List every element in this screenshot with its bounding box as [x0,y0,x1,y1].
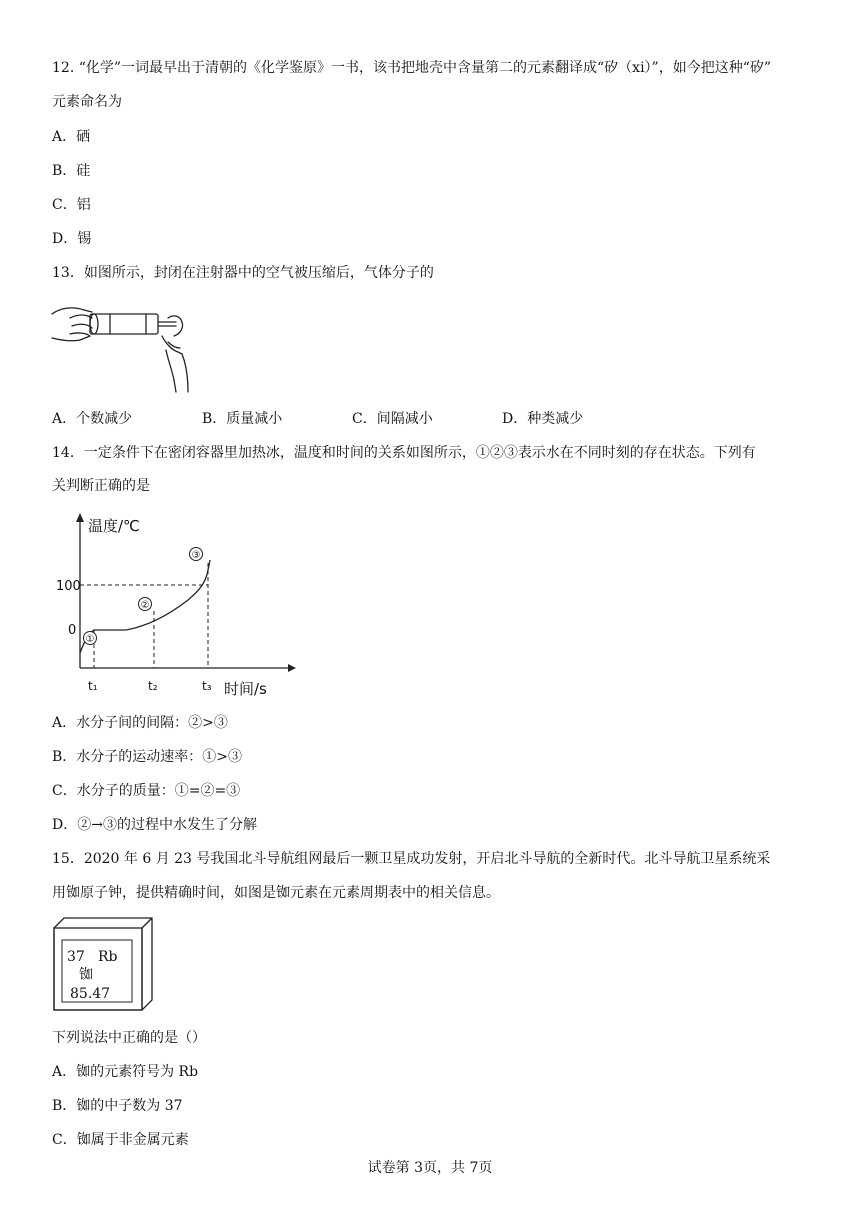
q13-option-a: A．个数减少 [52,411,133,427]
q15-stem-line2: 用铷原子钟，提供精确时间，如图是铷元素在元素周期表中的相关信息。 [52,885,500,901]
q12-option-b: B．硅 [52,163,91,179]
rubidium-element-card [52,916,156,1012]
page-footer: 试卷第 3页，共 7页 [367,1160,493,1176]
q13-option-d: D．种类减少 [502,411,584,427]
q12-option-c: C．铝 [52,197,91,213]
marker-2-label: ② [140,600,150,611]
q14-option-a: A．水分子间的间隔：②>③ [52,715,228,731]
atomic-mass: 85.47 [70,986,111,1002]
q15-option-a: A．铷的元素符号为 Rb [52,1064,199,1080]
x-tick-t2: t₂ [148,679,158,693]
x-tick-t1: t₁ [88,679,98,693]
q14-stem-line2: 关判断正确的是 [52,478,150,494]
q13-options [52,409,752,429]
marker-3-label: ③ [191,550,201,561]
x-tick-t3: t₃ [202,679,212,693]
q15-option-c: C．铷属于非金属元素 [52,1132,189,1148]
q12-stem-line2: 元素命名为 [52,94,122,110]
q14-option-d: D．②→③的过程中水发生了分解 [52,817,257,833]
element-name: 铷 [79,967,93,983]
q13-stem: 13．如图所示，封闭在注射器中的空气被压缩后，气体分子的 [52,265,434,281]
q12-stem-line1: 12. “化学”一词最早出于清朝的《化学鉴原》一书，该书把地壳中含量第二的元素翻译成“矽（xi）”，如今把这种“矽” [52,60,772,76]
y-tick-0: 0 [68,623,77,638]
q15-prompt: 下列说法中正确的是（） [52,1030,206,1046]
y-axis-arrow [76,513,84,522]
x-axis-arrow [288,664,296,672]
atomic-number: 37 [67,949,85,965]
y-axis-label: 温度/℃ [88,517,140,535]
q14-stem-line1: 14．一定条件下在密闭容器里加热冰，温度和时间的关系如图所示，①②③表示水在不同时刻的存在状态。下列有 [52,445,756,461]
q15-stem-line1: 15．2020 年 6 月 23 号我国北斗导航组网最后一颗卫星成功发射，开启北斗导航的全新时代。北斗导航卫星系统采 [52,851,771,867]
q15-option-b: B．铷的中子数为 37 [52,1098,183,1114]
x-axis-label: 时间/s [224,680,267,698]
q13-option-b: B．质量减小 [202,411,283,427]
q12-option-d: D．锡 [52,231,92,247]
marker-1-label: ① [85,634,95,645]
syringe-hand-icon [50,296,200,396]
y-tick-100: 100 [56,579,81,594]
element-symbol: Rb [98,949,118,965]
q14-option-b: B．水分子的运动速率：①>③ [52,749,243,765]
q13-option-c: C．间隔减小 [352,411,433,427]
q14-option-c: C．水分子的质量：①=②=③ [52,783,241,799]
q12-option-a: A．硒 [52,129,91,145]
temperature-time-chart [50,508,300,700]
